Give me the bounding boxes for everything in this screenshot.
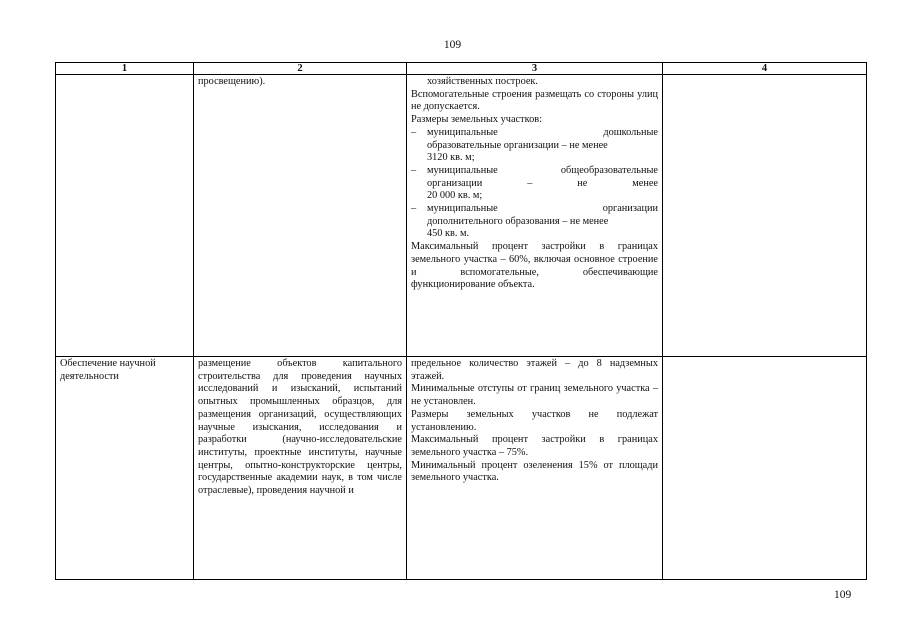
row1-parameters <box>407 75 663 357</box>
list-dash: – <box>411 164 417 176</box>
table-header-row <box>56 63 867 75</box>
row1-param-plot-sizes: Размеры земельных участков: <box>411 114 542 126</box>
list-dash: – <box>411 126 417 138</box>
list-item-line: муниципальные общеобразовательные <box>427 164 658 176</box>
list-item-line: 3120 кв. м; <box>427 152 475 164</box>
row2-param-floors: предельное количество этажей – до 8 надземных этажей. <box>411 358 658 382</box>
table-row <box>56 357 867 580</box>
row1-param-continuation: хозяйственных построек. <box>427 76 539 87</box>
page-number-top: 109 <box>443 39 462 51</box>
list-dash: – <box>411 203 417 215</box>
column-header-1: 1 <box>56 63 194 75</box>
regulations-table <box>55 62 867 580</box>
list-item-line: муниципальные дошкольные <box>427 126 658 138</box>
row2-param-coverage: Максимальный процент застройки в границах земельного участка – 75%. <box>411 434 658 458</box>
row2-notes <box>663 357 867 580</box>
page-number-bottom: 109 <box>834 589 852 601</box>
row1-param-outbuildings: Вспомогательные строения размещать со стороны улиц не допускается. <box>411 88 658 113</box>
list-item-line: муниципальные организации <box>427 203 658 215</box>
list-item-line: 20 000 кв. м; <box>427 190 483 202</box>
list-item <box>411 203 658 241</box>
column-header-3: 3 <box>407 63 663 75</box>
list-item-line: дополнительного образования – не менее <box>427 215 609 227</box>
row2-parameters <box>407 357 663 580</box>
column-header-4: 4 <box>663 63 867 75</box>
list-item-line: 450 кв. м. <box>427 228 470 240</box>
row2-param-plot-sizes: Размеры земельных участков не подлежат установлению. <box>411 408 658 433</box>
table-row <box>56 75 867 357</box>
list-item <box>411 127 658 165</box>
row2-param-setbacks: Минимальные отступы от границ земельного участка – не установлен. <box>411 383 658 408</box>
row1-notes <box>663 75 867 357</box>
row1-use-type <box>56 75 194 357</box>
column-header-2: 2 <box>194 63 407 75</box>
row2-use-type: Обеспечение научной деятельности <box>56 357 194 580</box>
row2-param-greenery: Минимальный процент озеленения 15% от площади земельного участка. <box>411 459 658 484</box>
list-item <box>411 165 658 203</box>
list-item-line: организации – не менее <box>427 177 658 189</box>
list-item-line: образовательные организации – не менее <box>427 139 608 151</box>
row1-description: просвещению). <box>194 75 407 357</box>
row1-param-coverage: Максимальный процент застройки в границах земельного участка – 60%, включая основное строение и вспомогательные, обеспечивающие функционирование объекта. <box>411 241 658 291</box>
row2-description: размещение объектов капитального строительства для проведения научных исследований и изысканий, испытаний опытных промышленных образцов, для размещения организаций, осуществляющих научные изыскания, исследования и разработки (научно-исследовательские институты, проектные институты, научные центры, опытно-конструкторские центры, государственные академии наук, в том числе отраслевые), проведения научной и <box>194 357 407 580</box>
